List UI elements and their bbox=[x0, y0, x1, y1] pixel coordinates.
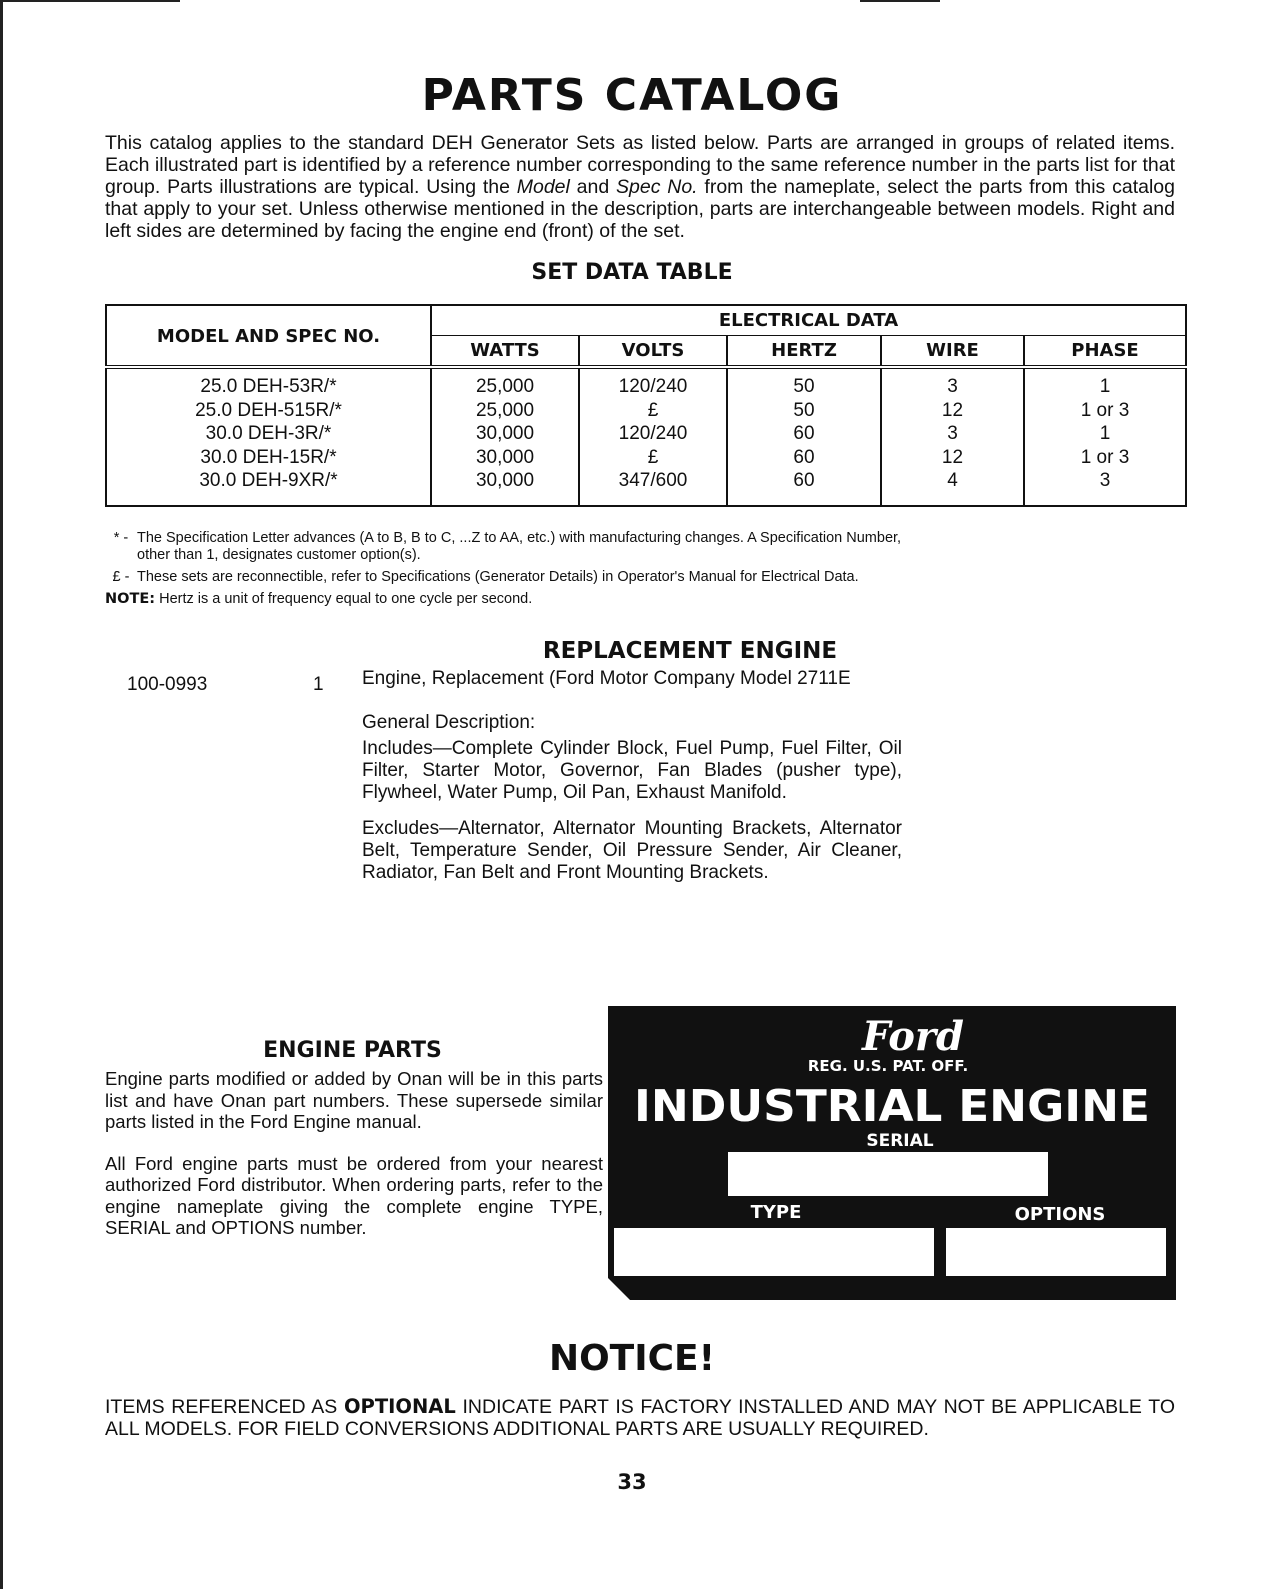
notice-text: ITEMS REFERENCED AS OPTIONAL INDICATE PART IS FACTORY INSTALLED AND MAY NOT BE APPLICABLE TO ALL MODELS. FOR FIELD CONVERSIONS ADDITIONAL PARTS ARE USUALLY REQUIRED. bbox=[105, 1395, 1176, 1440]
nameplate-heading: INDUSTRIAL ENGINE bbox=[634, 1081, 1150, 1132]
footnote-text: The Specification Letter advances (A to B, B to C, ...Z to AA, etc.) with manufacturing changes. A Specification Number, other than 1, designates customer option(s). bbox=[137, 530, 902, 563]
table-cell-model: 25.0 DEH-53R/* bbox=[200, 376, 337, 397]
table-cell-watts: 30,000 bbox=[475, 446, 535, 468]
table-cell-phase: 1 bbox=[1099, 423, 1111, 444]
type-label: TYPE bbox=[750, 1202, 802, 1223]
volts-header: VOLTS bbox=[579, 336, 727, 368]
watts-header: WATTS bbox=[431, 336, 579, 368]
table-cell-model: 30.0 DEH-9XR/* bbox=[199, 470, 338, 491]
excludes-text: Excludes—Alternator, Alternator Mounting Brackets, Alternator Belt, Temperature Sender, Oil Pressure Sender, Air Cleaner, Radiator, Fan Belt and Front Mounting Brackets. bbox=[362, 818, 902, 883]
table-cell-volts: £ bbox=[647, 399, 659, 421]
table-cell-watts: 30,000 bbox=[475, 470, 535, 491]
ford-nameplate-image bbox=[600, 1000, 1184, 1308]
table-cell-hertz: 60 bbox=[793, 446, 815, 468]
phase-cell bbox=[1024, 367, 1186, 506]
engine-parts-title: ENGINE PARTS bbox=[263, 1038, 442, 1063]
model-cell bbox=[106, 367, 431, 506]
hertz-cell bbox=[727, 367, 881, 506]
phase-header: PHASE bbox=[1024, 336, 1186, 368]
table-cell-hertz: 60 bbox=[793, 470, 815, 491]
engine-parts-paragraph: All Ford engine parts must be ordered from your nearest authorized Ford distributor. When ordering parts, refer to the engine nameplate giving the complete engine TYPE, SERIAL and OPTIONS number. bbox=[105, 1152, 603, 1238]
table-cell-phase: 1 bbox=[1099, 376, 1111, 397]
replacement-engine-title: REPLACEMENT ENGINE bbox=[542, 638, 838, 664]
set-data-table bbox=[105, 304, 1187, 507]
engine-parts-paragraph: Engine parts modified or added by Onan will be in this parts list and have Onan part numbers. These supersede similar parts listed in the Ford Engine manual. bbox=[105, 1068, 603, 1132]
table-cell-wire: 3 bbox=[947, 376, 958, 397]
footnote-symbol: £ - bbox=[112, 569, 130, 585]
table-cell-wire: 12 bbox=[941, 446, 964, 468]
table-cell-hertz: 60 bbox=[793, 423, 815, 444]
table-cell-volts: 120/240 bbox=[618, 376, 688, 397]
top-scan-line bbox=[0, 0, 180, 2]
watts-cell bbox=[431, 367, 579, 506]
table-cell-wire: 3 bbox=[947, 423, 958, 444]
part-description: Engine, Replacement (Ford Motor Company Model 2711E bbox=[362, 668, 851, 689]
table-cell-phase: 3 bbox=[1099, 470, 1111, 491]
intro-paragraph: This catalog applies to the standard DEH Generator Sets as listed below. Parts are arranged in groups of related items. Each illustrated part is identified by a reference number corresponding to the same reference number in the parts list for that group. Parts illustrations are typical. Using the Model and Spec No. from the nameplate, select the parts from this catalog that apply to your set. Unless otherwise mentioned in the description, parts are interchangeable between models. Right and left sides are determined by facing the engine end (front) of the set. bbox=[105, 132, 1175, 242]
table-cell-phase: 1 or 3 bbox=[1080, 399, 1130, 421]
volts-cell bbox=[579, 367, 727, 506]
table-cell-model: 30.0 DEH-3R/* bbox=[205, 423, 332, 444]
page-title: PARTS CATALOG bbox=[421, 70, 843, 121]
table-cell-hertz: 50 bbox=[793, 376, 815, 397]
table-cell-volts: 347/600 bbox=[618, 470, 688, 491]
wire-header: WIRE bbox=[881, 336, 1024, 368]
footnote-pound bbox=[105, 569, 925, 586]
electrical-data-header: ELECTRICAL DATA bbox=[431, 305, 1186, 336]
top-scan-line bbox=[860, 0, 940, 2]
serial-box bbox=[728, 1152, 1048, 1196]
set-data-table-title: SET DATA TABLE bbox=[531, 260, 733, 285]
table-cell-volts: 120/240 bbox=[618, 423, 688, 444]
options-box bbox=[946, 1228, 1166, 1276]
hertz-header: HERTZ bbox=[727, 336, 881, 368]
ford-logo: Ford bbox=[862, 1013, 964, 1060]
notice-title: NOTICE! bbox=[548, 1338, 716, 1379]
page-number: 33 bbox=[617, 1470, 647, 1494]
table-cell-watts: 25,000 bbox=[475, 399, 535, 421]
table-cell-volts: £ bbox=[647, 446, 659, 468]
table-cell-watts: 30,000 bbox=[475, 423, 535, 444]
engine-parts-body bbox=[105, 1068, 603, 1259]
table-cell-hertz: 50 bbox=[793, 399, 815, 421]
replacement-engine-description bbox=[362, 668, 902, 898]
table-cell-wire: 12 bbox=[941, 399, 964, 421]
model-spec-header: MODEL AND SPEC NO. bbox=[106, 305, 431, 367]
table-cell-wire: 4 bbox=[947, 470, 958, 491]
table-footnotes bbox=[105, 530, 925, 608]
note-label: NOTE: bbox=[105, 591, 156, 607]
table-cell-model: 25.0 DEH-515R/* bbox=[195, 399, 342, 421]
footnote-text: These sets are reconnectible, refer to Specifications (Generator Details) in Operator's Manual for Electrical Data. bbox=[137, 569, 859, 585]
serial-label: SERIAL bbox=[866, 1131, 934, 1151]
options-label: OPTIONS bbox=[1014, 1204, 1106, 1225]
general-description-label: General Description: bbox=[362, 712, 536, 733]
note-line bbox=[105, 591, 925, 608]
wire-cell bbox=[881, 367, 1024, 506]
table-cell-phase: 1 or 3 bbox=[1080, 446, 1130, 468]
table-cell-watts: 25,000 bbox=[475, 376, 535, 397]
note-text: Hertz is a unit of frequency equal to one cycle per second. bbox=[155, 591, 533, 607]
part-number: 100-0993 bbox=[127, 674, 208, 695]
nameplate-reg-text: REG. U.S. PAT. OFF. bbox=[807, 1057, 969, 1075]
footnote-star bbox=[105, 530, 925, 564]
includes-text: Includes—Complete Cylinder Block, Fuel Pump, Fuel Filter, Oil Filter, Starter Motor, Governor, Fan Blades (pusher type), Flywheel, Water Pump, Oil Pan, Exhaust Manifold. bbox=[362, 738, 902, 803]
type-box bbox=[614, 1228, 934, 1276]
footnote-symbol: * - bbox=[113, 530, 129, 546]
table-cell-model: 30.0 DEH-15R/* bbox=[200, 446, 337, 468]
part-quantity: 1 bbox=[313, 674, 324, 695]
